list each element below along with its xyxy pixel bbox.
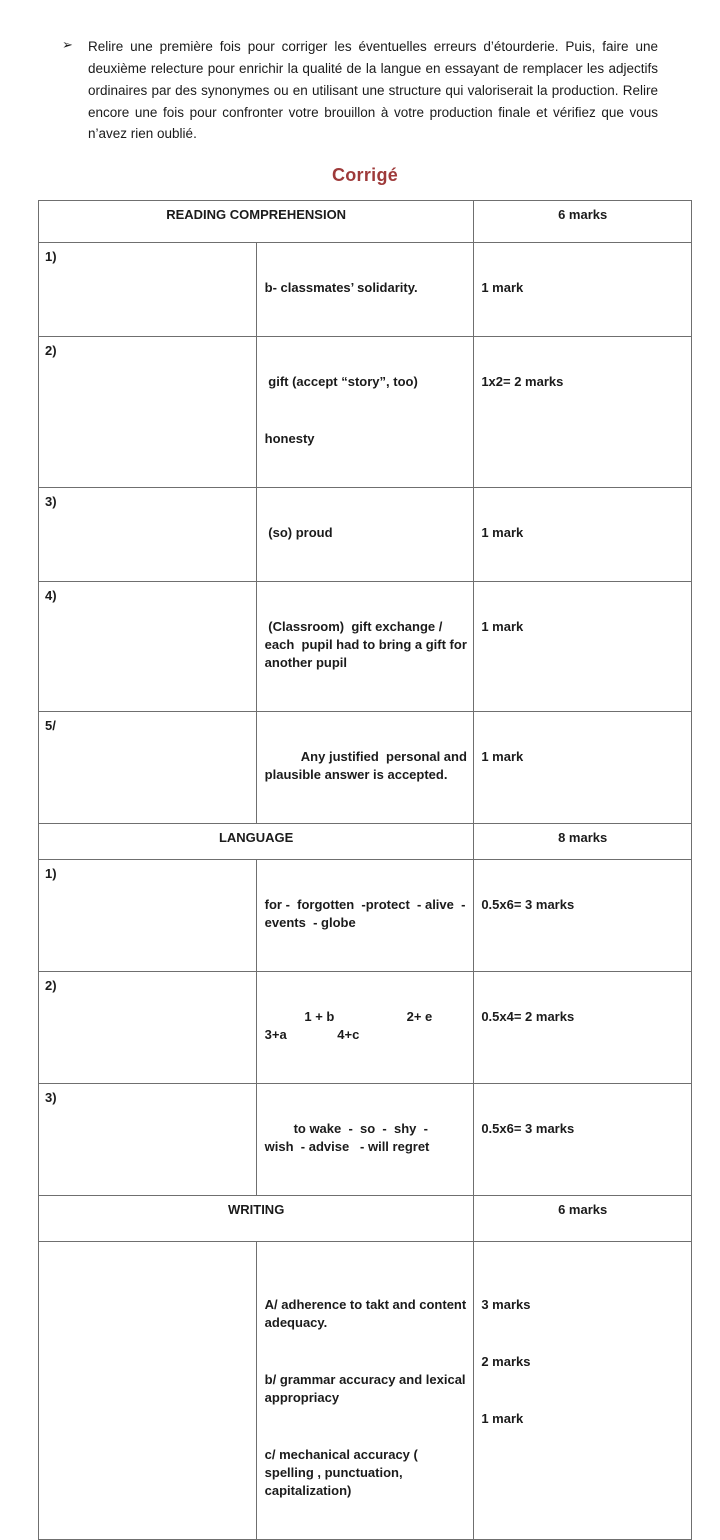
answer-line: b- classmates’ solidarity.: [264, 280, 418, 296]
answer-key-table: [38, 200, 692, 1540]
table-row: [39, 860, 692, 972]
table-row: [39, 972, 692, 1084]
section-title-writing: WRITING: [39, 1196, 474, 1242]
row-number: 2): [39, 972, 257, 1084]
answer-line: for - forgotten -protect - alive - events - globe: [264, 897, 470, 931]
table-row: [39, 243, 692, 337]
marks-line: 1 mark: [481, 280, 524, 296]
row-number: 3): [39, 1084, 257, 1196]
row-number: 2): [39, 337, 257, 488]
answer-line: 1 + b 2+ e 3+a 4+c: [264, 1009, 483, 1043]
row-content: [256, 1084, 474, 1196]
row-number: 5/: [39, 712, 257, 824]
answer-line: A/ adherence to takt and content adequacy.: [264, 1297, 470, 1331]
row-content: [256, 488, 474, 582]
marks-line: 1 mark: [481, 525, 524, 541]
section-marks-language: 8 marks: [474, 824, 692, 860]
row-marks: [474, 860, 692, 972]
row-content: [256, 860, 474, 972]
intro-text: Relire une première fois pour corriger les éventuelles erreurs d’étourderie. Puis, faire une deuxième relecture pour enrichir la qualité de la langue en essayant de remplacer les adjectifs ordinaires par des synonymes ou en utilisant une structure qui valoriserait la production. Relire encore une fois pour confronter votre brouillon à votre production finale et vérifiez que vous n’avez rien oublié.: [88, 39, 658, 142]
row-content: [256, 337, 474, 488]
row-content: [256, 243, 474, 337]
table-row-writing: [39, 1242, 692, 1540]
section-header-row-reading: [39, 201, 692, 243]
table-row: [39, 488, 692, 582]
marks-line: 1 mark: [481, 1411, 524, 1427]
marks-line: 1x2= 2 marks: [481, 374, 564, 390]
answer-line: c/ mechanical accuracy ( spelling , punctuation, capitalization): [264, 1447, 426, 1499]
row-content: [256, 972, 483, 1084]
row-marks: [474, 488, 692, 582]
page-title: Corrigé: [331, 165, 399, 186]
section-marks-writing: 6 marks: [474, 1196, 692, 1242]
table-row: [39, 712, 692, 824]
table-row: [39, 1084, 692, 1196]
row-number: 1): [39, 243, 257, 337]
row-marks: [474, 712, 692, 824]
section-marks-reading: 6 marks: [474, 201, 692, 243]
answer-line: b/ grammar accuracy and lexical appropriacy: [264, 1372, 470, 1406]
marks-line: 3 marks: [481, 1297, 531, 1313]
intro-paragraph: [62, 36, 658, 145]
row-content: [256, 582, 474, 712]
answer-line: to wake - so - shy - wish - advise - will regret: [264, 1121, 439, 1155]
answer-line: gift (accept “story”, too): [264, 374, 418, 390]
row-marks: [474, 1084, 692, 1196]
answer-line: (Classroom) gift exchange / each pupil had to bring a gift for another pupil: [264, 619, 471, 671]
answer-line: honesty: [264, 431, 315, 447]
marks-line: 0.5x4= 2 marks: [481, 1009, 575, 1025]
section-title-language: LANGUAGE: [39, 824, 474, 860]
marks-line: 0.5x6= 3 marks: [481, 897, 575, 913]
marks-line: 2 marks: [481, 1354, 531, 1370]
row-content: [256, 712, 474, 824]
row-marks: [474, 972, 692, 1084]
answer-line: Any justified personal and plausible answer is accepted.: [264, 749, 471, 783]
section-header-row-writing: [39, 1196, 692, 1242]
row-number: 3): [39, 488, 257, 582]
arrow-bullet-icon: ➢: [62, 37, 73, 52]
row-number: 4): [39, 582, 257, 712]
row-marks: [474, 243, 692, 337]
row-marks: [474, 582, 692, 712]
table-row: [39, 582, 692, 712]
row-number: 1): [39, 860, 257, 972]
row-marks: [474, 337, 692, 488]
table-row: [39, 337, 692, 488]
marks-line: 0.5x6= 3 marks: [481, 1121, 575, 1137]
section-header-row-language: [39, 824, 692, 860]
row-marks: [474, 1242, 692, 1540]
row-content: [256, 1242, 474, 1540]
answer-line: (so) proud: [264, 525, 333, 541]
marks-line: 1 mark: [481, 749, 524, 765]
row-number: [39, 1242, 257, 1540]
section-title-reading: READING COMPREHENSION: [39, 201, 474, 243]
marks-line: 1 mark: [481, 619, 524, 635]
